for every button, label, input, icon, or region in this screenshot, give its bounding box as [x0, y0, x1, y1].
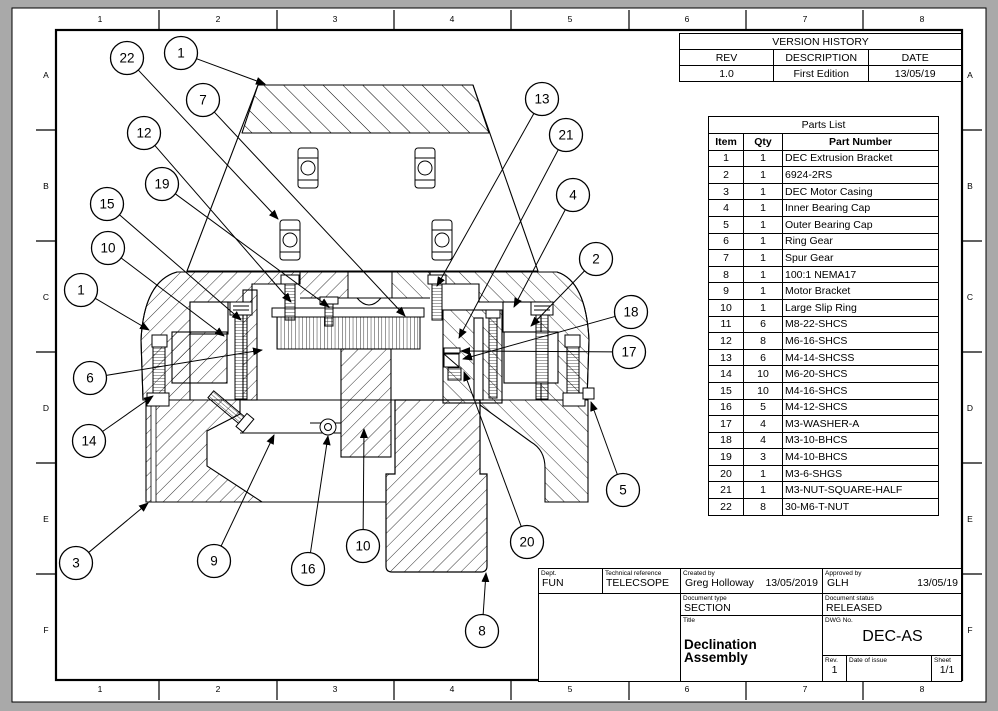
dept-value: FUN: [542, 577, 564, 589]
table-cell: 1: [744, 482, 783, 499]
grid-label: B: [967, 181, 973, 191]
grid-label: C: [966, 292, 974, 302]
table-cell: M4-14-SHCSS: [783, 349, 939, 366]
balloon-number: 14: [81, 433, 97, 449]
table-cell: 4: [744, 432, 783, 449]
pl-col-item: Item: [709, 134, 744, 151]
titleblock-sheet: [932, 656, 962, 682]
balloon-number: 18: [623, 304, 639, 320]
table-row: [709, 150, 939, 167]
table-cell: 10: [744, 366, 783, 383]
outer-bearing-cap: [583, 388, 594, 399]
title-label: Title: [683, 617, 696, 624]
grid-label: 1: [97, 14, 103, 24]
grid-label: A: [43, 70, 49, 80]
created-by-value: Greg Holloway: [685, 577, 754, 589]
table-cell: First Edition: [774, 66, 869, 82]
balloon-number: 1: [77, 282, 85, 298]
table-row: [709, 200, 939, 217]
parts-list-title: Parts List: [709, 117, 939, 134]
nema17-motor: [386, 400, 487, 572]
table-row: [709, 465, 939, 482]
approved-by-label: Approved by: [825, 570, 862, 577]
table-cell: 5: [709, 216, 744, 233]
grid-label: A: [967, 70, 973, 80]
table-cell: 14: [709, 366, 744, 383]
table-row: [709, 299, 939, 316]
table-cell: 8: [744, 499, 783, 516]
approved-by-value: GLH: [827, 577, 849, 589]
table-row: [709, 216, 939, 233]
table-row: [709, 416, 939, 433]
doc-status-value: RELEASED: [826, 602, 883, 614]
doc-type-value: SECTION: [684, 602, 731, 614]
grid-label: 3: [332, 14, 338, 24]
grid-label: E: [967, 514, 973, 524]
table-cell: 21: [709, 482, 744, 499]
table-row: [709, 183, 939, 200]
table-row: [709, 432, 939, 449]
table-cell: 7: [709, 250, 744, 267]
grid-label: 6: [684, 14, 690, 24]
table-cell: 10: [709, 299, 744, 316]
table-cell: M3-WASHER-A: [783, 416, 939, 433]
table-cell: 16: [709, 399, 744, 416]
t-nut: [298, 148, 318, 188]
balloon-number: 4: [569, 187, 577, 203]
table-row: [709, 382, 939, 399]
titleblock-created-by: [681, 569, 823, 594]
tech-ref-label: Technical reference: [605, 570, 662, 577]
balloon-number: 2: [592, 251, 600, 267]
grid-label: E: [43, 514, 49, 524]
pl-col-qty: Qty: [744, 134, 783, 151]
balloon-number: 3: [72, 555, 80, 571]
table-cell: Inner Bearing Cap: [783, 200, 939, 217]
table-cell: M6-20-SHCS: [783, 366, 939, 383]
grid-label: 5: [567, 14, 573, 24]
table-cell: 13/05/19: [869, 66, 962, 82]
table-cell: 1: [744, 183, 783, 200]
balloon-number: 13: [534, 91, 550, 107]
version-history-title: VERSION HISTORY: [680, 34, 962, 50]
created-date-value: 13/05/2019: [765, 577, 818, 589]
table-cell: Large Slip Ring: [783, 299, 939, 316]
table-cell: 3: [744, 449, 783, 466]
grid-label: 7: [802, 14, 808, 24]
table-cell: M4-12-SHCS: [783, 399, 939, 416]
grid-label: 6: [684, 684, 690, 694]
table-cell: 8: [744, 333, 783, 350]
table-cell: 6924-2RS: [783, 167, 939, 184]
grid-label: C: [42, 292, 50, 302]
table-row: [709, 167, 939, 184]
table-cell: 1: [744, 250, 783, 267]
vh-col-date: DATE: [869, 50, 962, 66]
table-cell: 1: [744, 299, 783, 316]
table-cell: 1: [744, 283, 783, 300]
sheet-label: Sheet: [934, 657, 951, 664]
table-cell: 10: [744, 382, 783, 399]
table-cell: 1.0: [680, 66, 774, 82]
table-cell: 1: [744, 266, 783, 283]
table-cell: 1: [744, 150, 783, 167]
balloon-number: 7: [199, 92, 207, 108]
titleblock-doc-status: [823, 594, 962, 616]
table-cell: DEC Motor Casing: [783, 183, 939, 200]
balloon-number: 6: [86, 370, 94, 386]
table-cell: 3: [709, 183, 744, 200]
titleblock-tech-ref: [603, 569, 681, 594]
table-cell: 30-M6-T-NUT: [783, 499, 939, 516]
table-row: [709, 366, 939, 383]
table-cell: 20: [709, 465, 744, 482]
balloon-number: 16: [300, 561, 316, 577]
table-row: [709, 499, 939, 516]
balloon-number: 5: [619, 482, 627, 498]
m3-set-screw: [448, 368, 461, 380]
table-cell: Spur Gear: [783, 250, 939, 267]
table-cell: 6: [744, 316, 783, 333]
grid-label: 2: [215, 684, 221, 694]
dwg-no-label: DWG No.: [825, 617, 853, 624]
balloon-number: 10: [355, 538, 371, 554]
table-cell: 6: [744, 349, 783, 366]
dwg-no-value: DEC-AS: [862, 628, 923, 645]
table-cell: M4-16-SHCS: [783, 382, 939, 399]
titleblock-empty-cell: [539, 594, 681, 682]
balloon-number: 9: [210, 553, 218, 569]
table-row: [709, 250, 939, 267]
table-cell: M3-NUT-SQUARE-HALF: [783, 482, 939, 499]
table-cell: 22: [709, 499, 744, 516]
titleblock-date-of-issue: [847, 656, 932, 682]
titleblock-dwg-no: [823, 616, 962, 656]
table-cell: 1: [744, 465, 783, 482]
balloon-number: 12: [136, 125, 152, 141]
grid-label: 2: [215, 14, 221, 24]
table-row: [709, 399, 939, 416]
grid-label: 8: [919, 684, 925, 694]
table-cell: 13: [709, 349, 744, 366]
balloon-number: 8: [478, 623, 486, 639]
t-nut: [415, 148, 435, 188]
approved-date-value: 13/05/19: [917, 577, 958, 589]
table-cell: M3-6-SHGS: [783, 465, 939, 482]
titleblock-rev: [823, 656, 847, 682]
table-cell: 18: [709, 432, 744, 449]
titleblock-doc-type: [681, 594, 823, 616]
table-cell: 1: [744, 200, 783, 217]
table-cell: Outer Bearing Cap: [783, 216, 939, 233]
grid-label: 3: [332, 684, 338, 694]
table-cell: 5: [744, 399, 783, 416]
table-cell: M6-16-SHCS: [783, 333, 939, 350]
table-row: [680, 66, 962, 82]
table-cell: 1: [709, 150, 744, 167]
pl-col-part-number: Part Number: [783, 134, 939, 151]
sheet-value: 1/1: [939, 664, 955, 676]
table-cell: M8-22-SHCS: [783, 316, 939, 333]
table-cell: 6: [709, 233, 744, 250]
table-cell: M3-10-BHCS: [783, 432, 939, 449]
balloon-number: 22: [119, 50, 135, 66]
created-by-label: Created by: [683, 570, 715, 577]
table-cell: 1: [744, 167, 783, 184]
grid-label: D: [42, 403, 50, 413]
version-history-table: [679, 33, 962, 82]
parts-list-table: [708, 116, 939, 516]
doc-type-label: Document type: [683, 595, 727, 602]
table-cell: 4: [709, 200, 744, 217]
grid-label: 8: [919, 14, 925, 24]
table-cell: 15: [709, 382, 744, 399]
table-row: [709, 449, 939, 466]
table-cell: DEC Extrusion Bracket: [783, 150, 939, 167]
table-cell: 9: [709, 283, 744, 300]
rev-label: Rev.: [825, 657, 838, 664]
rev-value: 1: [831, 664, 838, 676]
titleblock-title: [681, 616, 823, 682]
grid-label: F: [43, 625, 49, 635]
grid-label: 5: [567, 684, 573, 694]
date-of-issue-label: Date of issue: [849, 657, 887, 664]
table-cell: 8: [709, 266, 744, 283]
balloon-number: 19: [154, 176, 170, 192]
dept-label: Dept.: [541, 570, 557, 577]
tech-ref-value: TELECSOPE: [606, 577, 670, 589]
table-cell: Ring Gear: [783, 233, 939, 250]
balloon-number: 1: [177, 45, 185, 61]
table-cell: 17: [709, 416, 744, 433]
grid-label: 4: [449, 684, 455, 694]
table-row: [709, 333, 939, 350]
table-row: [709, 283, 939, 300]
grid-label: 1: [97, 684, 103, 694]
table-row: [709, 233, 939, 250]
table-cell: 11: [709, 316, 744, 333]
t-nut: [432, 220, 452, 260]
table-cell: M4-10-BHCS: [783, 449, 939, 466]
vh-col-description: DESCRIPTION: [774, 50, 869, 66]
balloon-number: 21: [558, 127, 574, 143]
m3-washer: [444, 348, 460, 353]
balloon-number: 20: [519, 534, 535, 550]
grid-label: F: [967, 625, 973, 635]
drawing-title: Declination Assembly: [684, 637, 757, 665]
doc-status-label: Document status: [825, 595, 874, 602]
table-cell: 4: [744, 416, 783, 433]
grid-label: 4: [449, 14, 455, 24]
table-cell: 12: [709, 333, 744, 350]
vh-col-rev: REV: [680, 50, 774, 66]
grid-label: 7: [802, 684, 808, 694]
grid-label: D: [966, 403, 974, 413]
table-row: [709, 266, 939, 283]
table-row: [709, 316, 939, 333]
t-nut: [280, 220, 300, 260]
table-row: [709, 349, 939, 366]
table-cell: 19: [709, 449, 744, 466]
titleblock-approved-by: [823, 569, 962, 594]
table-row: [709, 482, 939, 499]
balloon-number: 10: [100, 240, 116, 256]
table-cell: 1: [744, 233, 783, 250]
titleblock-dept: [539, 569, 603, 594]
balloon-number: 17: [621, 344, 637, 360]
table-cell: Motor Bracket: [783, 283, 939, 300]
table-cell: 100:1 NEMA17: [783, 266, 939, 283]
title-block: [538, 568, 962, 682]
large-slip-ring: [341, 349, 391, 457]
grid-label: B: [43, 181, 49, 191]
balloon-number: 15: [99, 196, 115, 212]
table-cell: 1: [744, 216, 783, 233]
table-cell: 2: [709, 167, 744, 184]
